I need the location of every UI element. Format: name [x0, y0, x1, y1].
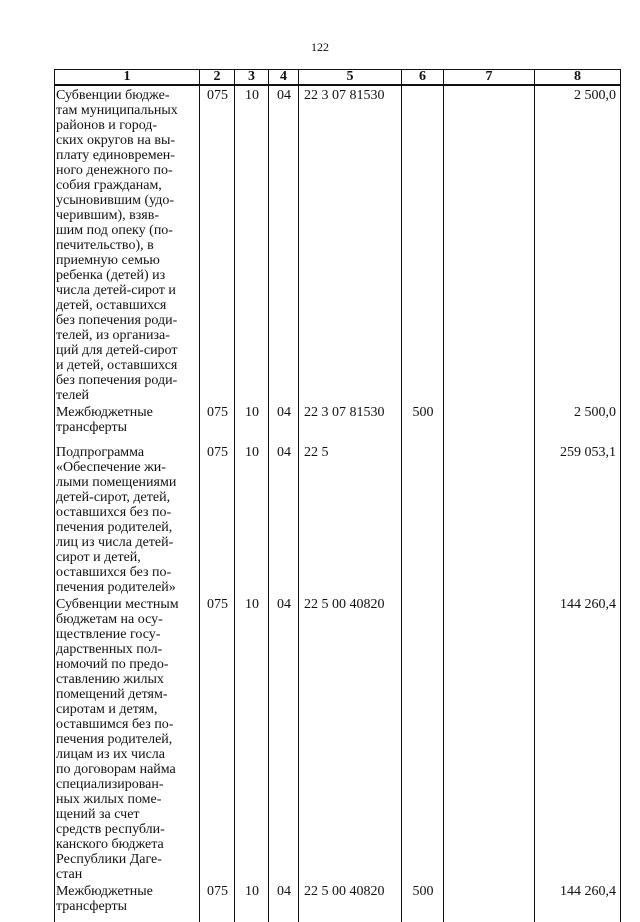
- amount-cell: 2 500,0: [535, 403, 621, 443]
- row-description: Субвенции бюдже- там муниципальных районов и город- ских округов на вы- плату единовремен- ного денежного по- собия гражданам, усыновившим (удо- черившим), взяв- шим под опеку (по- печительство), в приемную семью ребенка (детей) из числа детей-сирот и детей, оставшихся без попечения роди- телей, из организа- ций для детей-сирот и детей, оставшихся без попечения роди- телей: [55, 85, 200, 403]
- section-cell: 10: [235, 403, 269, 443]
- row-description: Субвенции местным бюджетам на осу- ществление госу- дарственных пол- номочий по предо- ставлению жилых помещений детям- сиротам и детям, оставшимся без по- печения родителей, лицам из их числа по договорам найма специализирован- ных жилых поме- щений за счет средств республи- канского бюджета Республики Даге- стан: [55, 595, 200, 882]
- column-7-cell: [444, 403, 535, 443]
- subsection-cell: 04: [269, 403, 299, 443]
- expense-type-cell: [402, 443, 444, 595]
- table-row: [55, 85, 621, 403]
- admin-code-cell: 075: [200, 403, 235, 443]
- amount-cell: 2 500,0: [535, 85, 621, 403]
- column-header: 7: [444, 70, 535, 86]
- table-row: [55, 595, 621, 882]
- subsection-cell: 04: [269, 443, 299, 595]
- expense-type-cell: 500: [402, 882, 444, 922]
- subsection-cell: 04: [269, 85, 299, 403]
- column-7-cell: [444, 443, 535, 595]
- target-article-cell: 22 5: [299, 443, 402, 595]
- column-header: 6: [402, 70, 444, 86]
- budget-table: [54, 69, 621, 922]
- column-header: 8: [535, 70, 621, 86]
- row-description: Межбюджетные трансферты: [55, 882, 200, 922]
- target-article-cell: 22 3 07 81530: [299, 403, 402, 443]
- row-description: Межбюджетные трансферты: [55, 403, 200, 443]
- column-7-cell: [444, 85, 535, 403]
- expense-type-cell: [402, 85, 444, 403]
- admin-code-cell: 075: [200, 595, 235, 882]
- section-cell: 10: [235, 595, 269, 882]
- column-header: 4: [269, 70, 299, 86]
- column-7-cell: [444, 882, 535, 922]
- column-header: 5: [299, 70, 402, 86]
- page-number: 122: [311, 40, 329, 54]
- section-cell: 10: [235, 443, 269, 595]
- column-7-cell: [444, 595, 535, 882]
- amount-cell: 144 260,4: [535, 595, 621, 882]
- target-article-cell: 22 3 07 81530: [299, 85, 402, 403]
- expense-type-cell: [402, 595, 444, 882]
- subsection-cell: 04: [269, 595, 299, 882]
- target-article-cell: 22 5 00 40820: [299, 595, 402, 882]
- section-cell: 10: [235, 85, 269, 403]
- section-cell: 10: [235, 882, 269, 922]
- admin-code-cell: 075: [200, 882, 235, 922]
- table-row: [55, 443, 621, 595]
- table-row: [55, 882, 621, 922]
- column-header: 3: [235, 70, 269, 86]
- admin-code-cell: 075: [200, 85, 235, 403]
- table-row: [55, 403, 621, 443]
- amount-cell: 144 260,4: [535, 882, 621, 922]
- amount-cell: 259 053,1: [535, 443, 621, 595]
- column-header: 2: [200, 70, 235, 86]
- column-header: 1: [55, 70, 200, 86]
- row-description: Подпрограмма «Обеспечение жи- лыми помещениями детей-сирот, детей, оставшихся без по- печения родителей, лиц из числа детей- сирот и детей, оставшихся без по- печения родителей»: [55, 443, 200, 595]
- admin-code-cell: 075: [200, 443, 235, 595]
- table-header-row: [55, 70, 621, 86]
- expense-type-cell: 500: [402, 403, 444, 443]
- target-article-cell: 22 5 00 40820: [299, 882, 402, 922]
- subsection-cell: 04: [269, 882, 299, 922]
